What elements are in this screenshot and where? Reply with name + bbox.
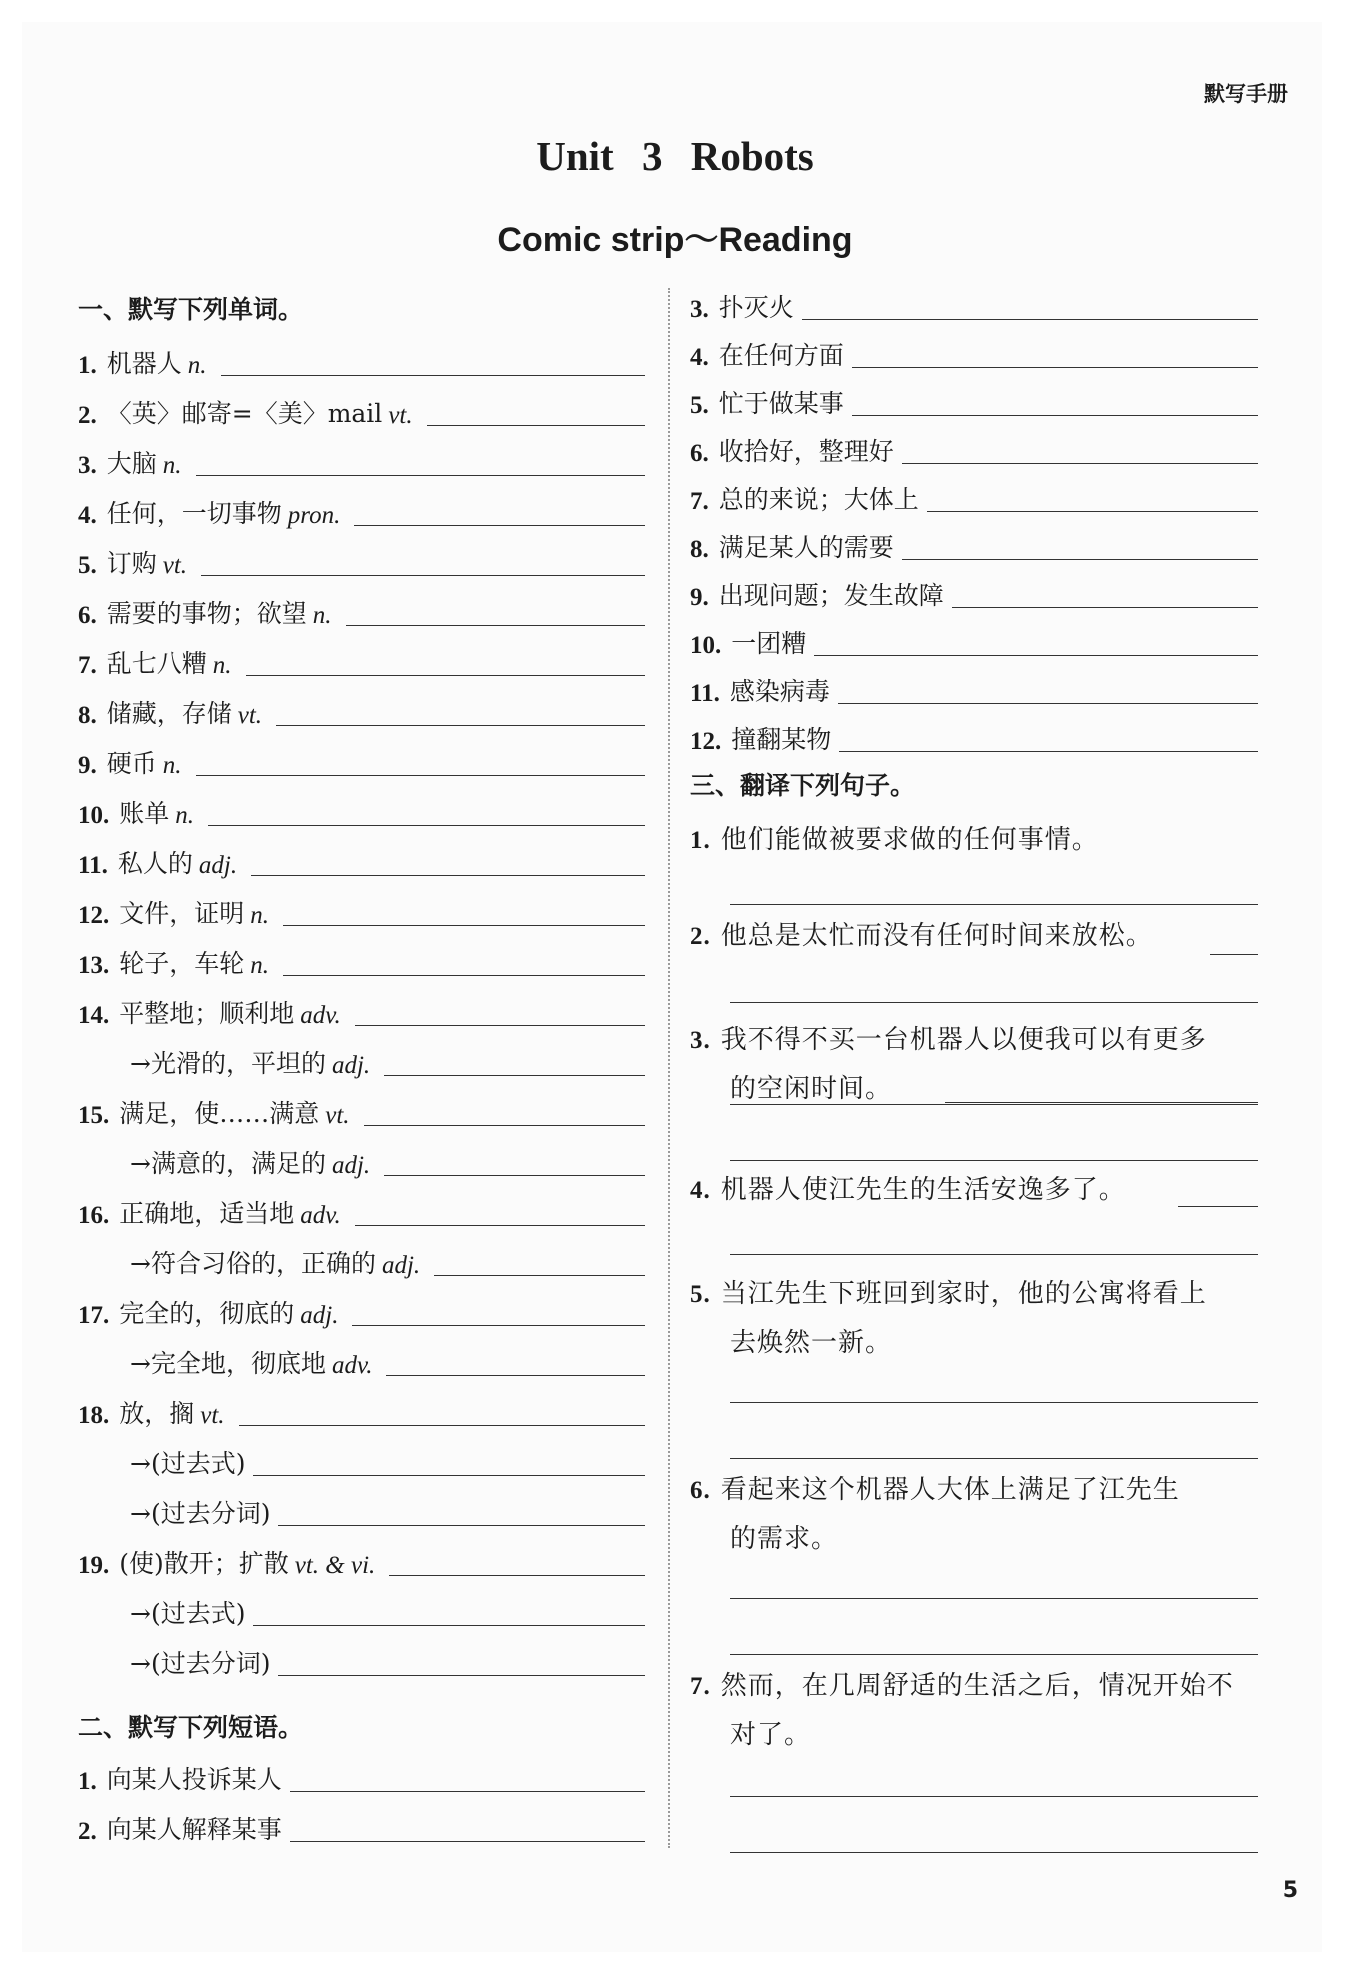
item-prompt: 扑灭火 [718,293,794,322]
item-prompt: 机器人 [106,349,182,378]
answer-line[interactable] [802,319,1258,320]
answer-line[interactable] [839,751,1258,752]
item-prompt: 私人的 [117,849,193,878]
part-of-speech: adj. [331,1052,371,1079]
item-number: 13. [78,952,110,979]
phrase-item [690,380,1258,420]
phrase-item [690,332,1258,372]
sentence-text: 我不得不买一台机器人以便我可以有更多 [720,1025,1207,1055]
answer-line[interactable] [239,1425,645,1426]
item-prompt: 平整地；顺利地 [119,999,295,1028]
answer-line[interactable] [346,625,645,626]
sentence-text: 他总是太忙而没有任何时间来放松。 [720,921,1153,951]
item-prompt: 大脑 [106,449,157,478]
phrase-item [690,716,1258,756]
phrase-item [690,428,1258,468]
answer-line[interactable] [276,725,645,726]
item-number: 14. [78,1002,110,1029]
word-item [78,1190,645,1230]
answer-line[interactable] [278,1675,645,1676]
word-item [78,1540,645,1580]
item-number: 4. [690,344,709,371]
word-item [78,490,645,530]
answer-line[interactable] [208,825,645,826]
item-prompt: 储藏，存储 [106,699,232,728]
word-item [130,1140,645,1180]
answer-line[interactable] [927,511,1258,512]
part-of-speech: adj. [381,1252,421,1279]
item-number: 10. [78,802,110,829]
part-of-speech: vt. & vi. [294,1552,376,1579]
part-of-speech: adv. [300,1002,341,1029]
item-prompt: →符合习俗的，正确的 [130,1249,376,1278]
item-prompt: 账单 [119,799,170,828]
word-item [78,740,645,780]
word-item [78,1290,645,1330]
answer-line[interactable] [730,1458,1258,1459]
answer-line[interactable] [852,415,1258,416]
item-number: 4. [78,502,97,529]
part-of-speech: vt. [325,1102,350,1129]
answer-line[interactable] [730,1598,1258,1599]
answer-line[interactable] [386,1375,645,1376]
item-prompt: →(过去式) [130,1599,246,1628]
answer-line[interactable] [384,1075,645,1076]
part-of-speech: adv. [300,1202,341,1229]
item-prompt: 满足某人的需要 [718,533,894,562]
answer-line[interactable] [427,425,645,426]
phrase-item [690,476,1258,516]
item-number: 10. [690,632,722,659]
item-prompt: →完全地，彻底地 [130,1349,326,1378]
phrase-item [78,1756,645,1796]
answer-line[interactable] [902,463,1258,464]
sentence-text-continued: 的需求。 [730,1524,839,1554]
sentence-text-continued: 去焕然一新。 [730,1328,893,1358]
item-number: 9. [78,752,97,779]
part-of-speech: n. [187,352,207,379]
item-number: 8. [78,702,97,729]
word-item [78,390,645,430]
item-prompt: (使)散开；扩散 [119,1549,289,1578]
item-number: 8. [690,536,709,563]
answer-line[interactable] [730,1002,1258,1003]
word-item [130,1440,645,1480]
word-item [78,890,645,930]
sentence-text-continued: 的空闲时间。 [730,1074,893,1104]
answer-line[interactable] [352,1325,645,1326]
item-prompt: 总的来说；大体上 [718,485,919,514]
sentence-item [690,1662,1270,1759]
part-of-speech: pron. [287,502,341,529]
item-number: 7. [78,652,97,679]
answer-line[interactable] [902,559,1258,560]
word-item [78,540,645,580]
item-number: 3. [690,296,709,323]
part-of-speech: n. [175,802,195,829]
answer-line[interactable] [730,904,1258,905]
sentence-item [690,1166,1270,1215]
item-number: 2. [78,402,97,429]
item-number: 5. [690,392,709,419]
answer-line[interactable] [730,1104,1258,1105]
sentence-text: 看起来这个机器人大体上满足了江先生 [720,1475,1180,1505]
section-heading-sentences: 三、翻译下列句子。 [690,771,916,800]
answer-line[interactable] [196,775,645,776]
item-prompt: 任何，一切事物 [106,499,282,528]
answer-line[interactable] [852,367,1258,368]
part-of-speech: n. [162,752,182,779]
item-number: 11. [78,852,108,879]
item-number: 4. [690,1177,711,1204]
word-item [78,440,645,480]
answer-line[interactable] [838,703,1258,704]
part-of-speech: n. [250,902,270,929]
item-prompt: 感染病毒 [729,677,830,706]
word-item [130,1490,645,1530]
item-number: 2. [78,1818,97,1845]
unit-subtitle: Comic strip～Reading [497,221,853,259]
item-prompt: 完全的，彻底的 [119,1299,295,1328]
page-number: 5 [1282,1878,1298,1903]
sentence-item [690,912,1270,961]
word-item [78,1390,645,1430]
item-prompt: 〈英〉邮寄=〈美〉mail [106,399,383,428]
section-heading-words: 一、默写下列单词。 [78,295,304,324]
item-prompt: 正确地，适当地 [119,1199,295,1228]
sentence-item [690,816,1270,865]
answer-line[interactable] [1210,954,1258,955]
word-item [78,690,645,730]
word-item [130,1040,645,1080]
answer-line[interactable] [196,475,645,476]
answer-line[interactable] [253,1475,645,1476]
answer-line[interactable] [354,525,645,526]
answer-line[interactable] [952,607,1258,608]
sentence-text: 然而，在几周舒适的生活之后，情况开始不 [720,1671,1234,1701]
item-prompt: 向某人投诉某人 [106,1765,282,1794]
word-item [78,340,645,380]
item-prompt: 撞翻某物 [731,725,832,754]
sentence-text: 他们能做被要求做的任何事情。 [720,825,1099,855]
part-of-speech: adj. [198,852,238,879]
word-item [130,1590,645,1630]
word-item [78,940,645,980]
answer-line[interactable] [283,925,645,926]
word-item [78,840,645,880]
part-of-speech: adj. [300,1302,339,1329]
item-number: 17. [78,1302,110,1329]
answer-line[interactable] [283,975,645,976]
item-number: 5. [690,1281,711,1308]
item-number: 1. [78,1768,97,1795]
word-item [130,1340,645,1380]
answer-line[interactable] [290,1841,645,1842]
answer-line[interactable] [355,1225,645,1226]
item-prompt: →光滑的，平坦的 [130,1049,326,1078]
column-divider [668,288,670,1848]
phrase-item [690,620,1258,660]
item-prompt: 硬币 [106,749,157,778]
sentence-item [690,1466,1270,1563]
answer-line[interactable] [730,1852,1258,1853]
answer-line[interactable] [253,1625,645,1626]
item-number: 1. [690,827,711,854]
part-of-speech: n. [162,452,182,479]
answer-line[interactable] [251,875,645,876]
item-number: 18. [78,1402,110,1429]
phrase-item [78,1806,645,1846]
item-number: 15. [78,1102,110,1129]
sentence-item [690,1270,1270,1367]
item-number: 5. [78,552,97,579]
part-of-speech: adv. [331,1352,373,1379]
word-item [78,790,645,830]
item-prompt: →(过去分词) [130,1499,271,1528]
answer-line[interactable] [730,1796,1258,1797]
part-of-speech: vt. [200,1402,225,1429]
phrase-item [690,524,1258,564]
answer-line[interactable] [278,1525,645,1526]
word-item [78,640,645,680]
part-of-speech: vt. [388,402,413,429]
answer-line[interactable] [730,1402,1258,1403]
item-number: 7. [690,1673,711,1700]
item-number: 3. [690,1027,711,1054]
part-of-speech: vt. [162,552,188,579]
item-prompt: 需要的事物；欲望 [106,599,307,628]
part-of-speech: adj. [331,1152,371,1179]
item-prompt: 出现问题；发生故障 [718,581,944,610]
handbook-tag: 默写手册 [1204,82,1288,106]
item-number: 1. [78,352,97,379]
part-of-speech: n. [212,652,232,679]
answer-line[interactable] [730,1160,1258,1161]
sentence-item [690,1016,1270,1113]
answer-line[interactable] [246,675,645,676]
word-item [130,1640,645,1680]
answer-line[interactable] [355,1025,645,1026]
word-item [130,1240,645,1280]
item-prompt: 放，搁 [119,1399,195,1428]
item-prompt: 忙于做某事 [718,389,844,418]
answer-line[interactable] [730,1254,1258,1255]
part-of-speech: n. [250,952,270,979]
item-prompt: →(过去式) [130,1449,246,1478]
item-number: 2. [690,923,711,950]
answer-line[interactable] [814,655,1258,656]
sentence-text-continued: 对了。 [730,1720,812,1750]
answer-line[interactable] [730,1654,1258,1655]
answer-line[interactable] [384,1175,645,1176]
item-prompt: →(过去分词) [130,1649,271,1678]
item-prompt: 满足，使……满意 [119,1099,320,1128]
phrase-item [690,284,1258,324]
item-prompt: 向某人解释某事 [106,1815,282,1844]
answer-line[interactable] [201,575,645,576]
answer-line[interactable] [290,1791,645,1792]
phrase-item [690,668,1258,708]
part-of-speech: n. [312,602,332,629]
sentence-text: 当江先生下班回到家时，他的公寓将看上 [720,1279,1207,1309]
item-number: 3. [78,452,97,479]
answer-line[interactable] [434,1275,645,1276]
word-item [78,590,645,630]
item-number: 6. [78,602,97,629]
item-number: 19. [78,1552,110,1579]
item-prompt: 订购 [106,549,157,578]
item-prompt: 在任何方面 [718,341,844,370]
section-heading-phrases: 二、默写下列短语。 [78,1713,304,1742]
item-number: 6. [690,440,709,467]
item-prompt: 轮子，车轮 [119,949,245,978]
answer-line[interactable] [389,1575,645,1576]
item-number: 9. [690,584,709,611]
word-item [78,1090,645,1130]
item-prompt: 乱七八糟 [106,649,207,678]
item-number: 12. [690,728,722,755]
item-number: 16. [78,1202,110,1229]
item-number: 11. [690,680,720,707]
unit-title: Unit 3 Robots [536,133,814,179]
part-of-speech: vt. [237,702,263,729]
word-item [78,990,645,1030]
item-prompt: 一团糟 [731,629,807,658]
item-prompt: 文件，证明 [119,899,245,928]
item-number: 6. [690,1477,711,1504]
item-number: 7. [690,488,709,515]
sentence-text: 机器人使江先生的生活安逸多了。 [720,1175,1126,1205]
item-number: 12. [78,902,110,929]
answer-line[interactable] [221,375,645,376]
answer-line[interactable] [945,1102,1258,1103]
item-prompt: →满意的，满足的 [130,1149,326,1178]
item-prompt: 收拾好，整理好 [718,437,894,466]
phrase-item [690,572,1258,612]
answer-line[interactable] [1178,1206,1258,1207]
answer-line[interactable] [364,1125,645,1126]
